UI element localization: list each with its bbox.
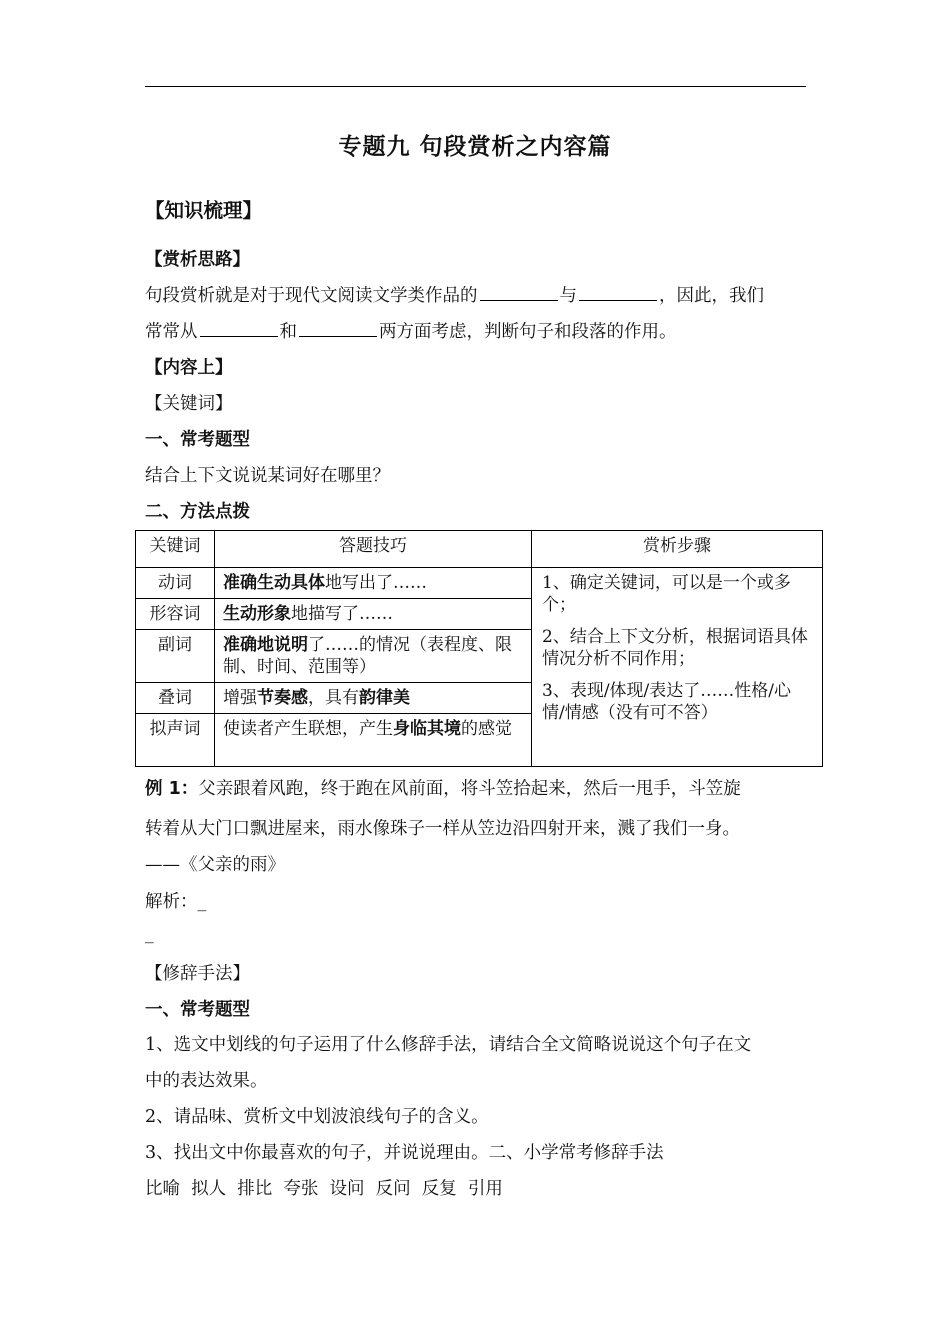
step-1: 1、确定关键词，可以是一个或多个； [542,573,791,615]
method-table [135,530,823,767]
header-rule [145,86,806,87]
rhetoric-question-3: 3、找出文中你最喜欢的句子，并说说理由。二、小学常考修辞手法 [145,1143,664,1163]
keyword-heading: 【关键词】 [145,394,233,414]
keyword-cell: 叠词 [136,683,215,714]
question-type-text: 结合上下文说说某词好在哪里？ [145,466,390,486]
technique-bold: 生动形象 [223,604,291,624]
blank-2 [579,286,657,301]
steps-cell [532,568,823,767]
step-3: 3、表现/体现/表达了……性格/心情/情感（没有可不答） [542,681,791,723]
table-header-steps: 赏析步骤 [532,531,823,568]
knowledge-heading: 【知识梳理】 [145,199,263,222]
question-type-heading: 一、常考题型 [145,430,250,450]
example-line-1 [145,775,741,800]
technique-cell [215,683,532,714]
approach-heading: 【赏析思路】 [145,250,250,270]
rhetoric-list: 比喻 拟人 排比 夸张 设问 反问 反复 引用 [145,1179,503,1199]
table-row [136,568,823,599]
technique-cell [215,599,532,630]
technique-text: 增强 [223,688,257,708]
approach-text-a: 句段赏析就是对于现代文阅读文学类作品的 [145,286,478,306]
rhetoric-question-2: 2、请品味、赏析文中划波浪线句子的含义。 [145,1107,489,1127]
technique-text: 地描写了…… [291,604,393,624]
method-heading: 二、方法点拨 [145,502,250,522]
content-heading: 【内容上】 [145,358,233,378]
approach-paragraph-line2 [145,318,677,343]
blank-3 [200,322,278,337]
keyword-cell: 拟声词 [136,714,215,767]
approach-text-b: 与 [559,286,577,306]
rhetoric-question-heading: 一、常考题型 [145,1000,250,1020]
technique-text: 了……的情况（表程度、限制、时间、范围等） [223,635,512,677]
technique-bold: 韵律美 [359,688,410,708]
blank-1 [480,286,558,301]
example-source: ——《父亲的雨》 [145,855,285,875]
keyword-cell: 副词 [136,630,215,683]
technique-bold: 准确生动具体 [223,573,325,593]
technique-bold: 节奏感 [257,688,308,708]
technique-cell [215,568,532,599]
approach-text-d: 常常从 [145,322,198,342]
step-2: 2、结合上下文分析，根据词语具体情况分析不同作用； [542,627,808,669]
rhetoric-heading: 【修辞手法】 [145,964,250,984]
example-label: 例 1： [145,779,199,799]
rhetoric-question-1b: 中的表达效果。 [145,1071,268,1091]
approach-text-e: 和 [279,322,297,342]
table-header-row [136,531,823,568]
technique-text: 使读者产生联想，产生 [223,719,393,739]
approach-paragraph-line1 [145,282,764,307]
example-text: 父亲跟着风跑，终于跑在风前面，将斗笠拾起来，然后一甩手，斗笠旋 [198,779,741,799]
table-header-technique: 答题技巧 [215,531,532,568]
keyword-cell: 形容词 [136,599,215,630]
approach-text-f: 两方面考虑，判断句子和段落的作用。 [379,322,677,342]
technique-cell [215,630,532,683]
technique-text: 地写出了…… [325,573,427,593]
analysis-label: 解析：_ [145,892,207,912]
approach-text-c: ，因此，我们 [659,286,764,306]
analysis-continuation: _ [145,924,154,944]
blank-4 [299,322,377,337]
technique-text: 的感觉 [461,719,512,739]
keyword-cell: 动词 [136,568,215,599]
technique-bold: 身临其境 [393,719,461,739]
technique-bold: 准确地说明 [223,635,308,655]
technique-text: ，具有 [308,688,359,708]
technique-cell [215,714,532,767]
table-header-keyword: 关键词 [136,531,215,568]
example-line-2: 转着从大门口飘进屋来，雨水像珠子一样从笠边沿四射开来，溅了我们一身。 [145,819,740,839]
page-title: 专题九 句段赏析之内容篇 [338,134,612,160]
rhetoric-question-1a: 1、选文中划线的句子运用了什么修辞手法，请结合全文简略说说这个句子在文 [145,1035,752,1055]
